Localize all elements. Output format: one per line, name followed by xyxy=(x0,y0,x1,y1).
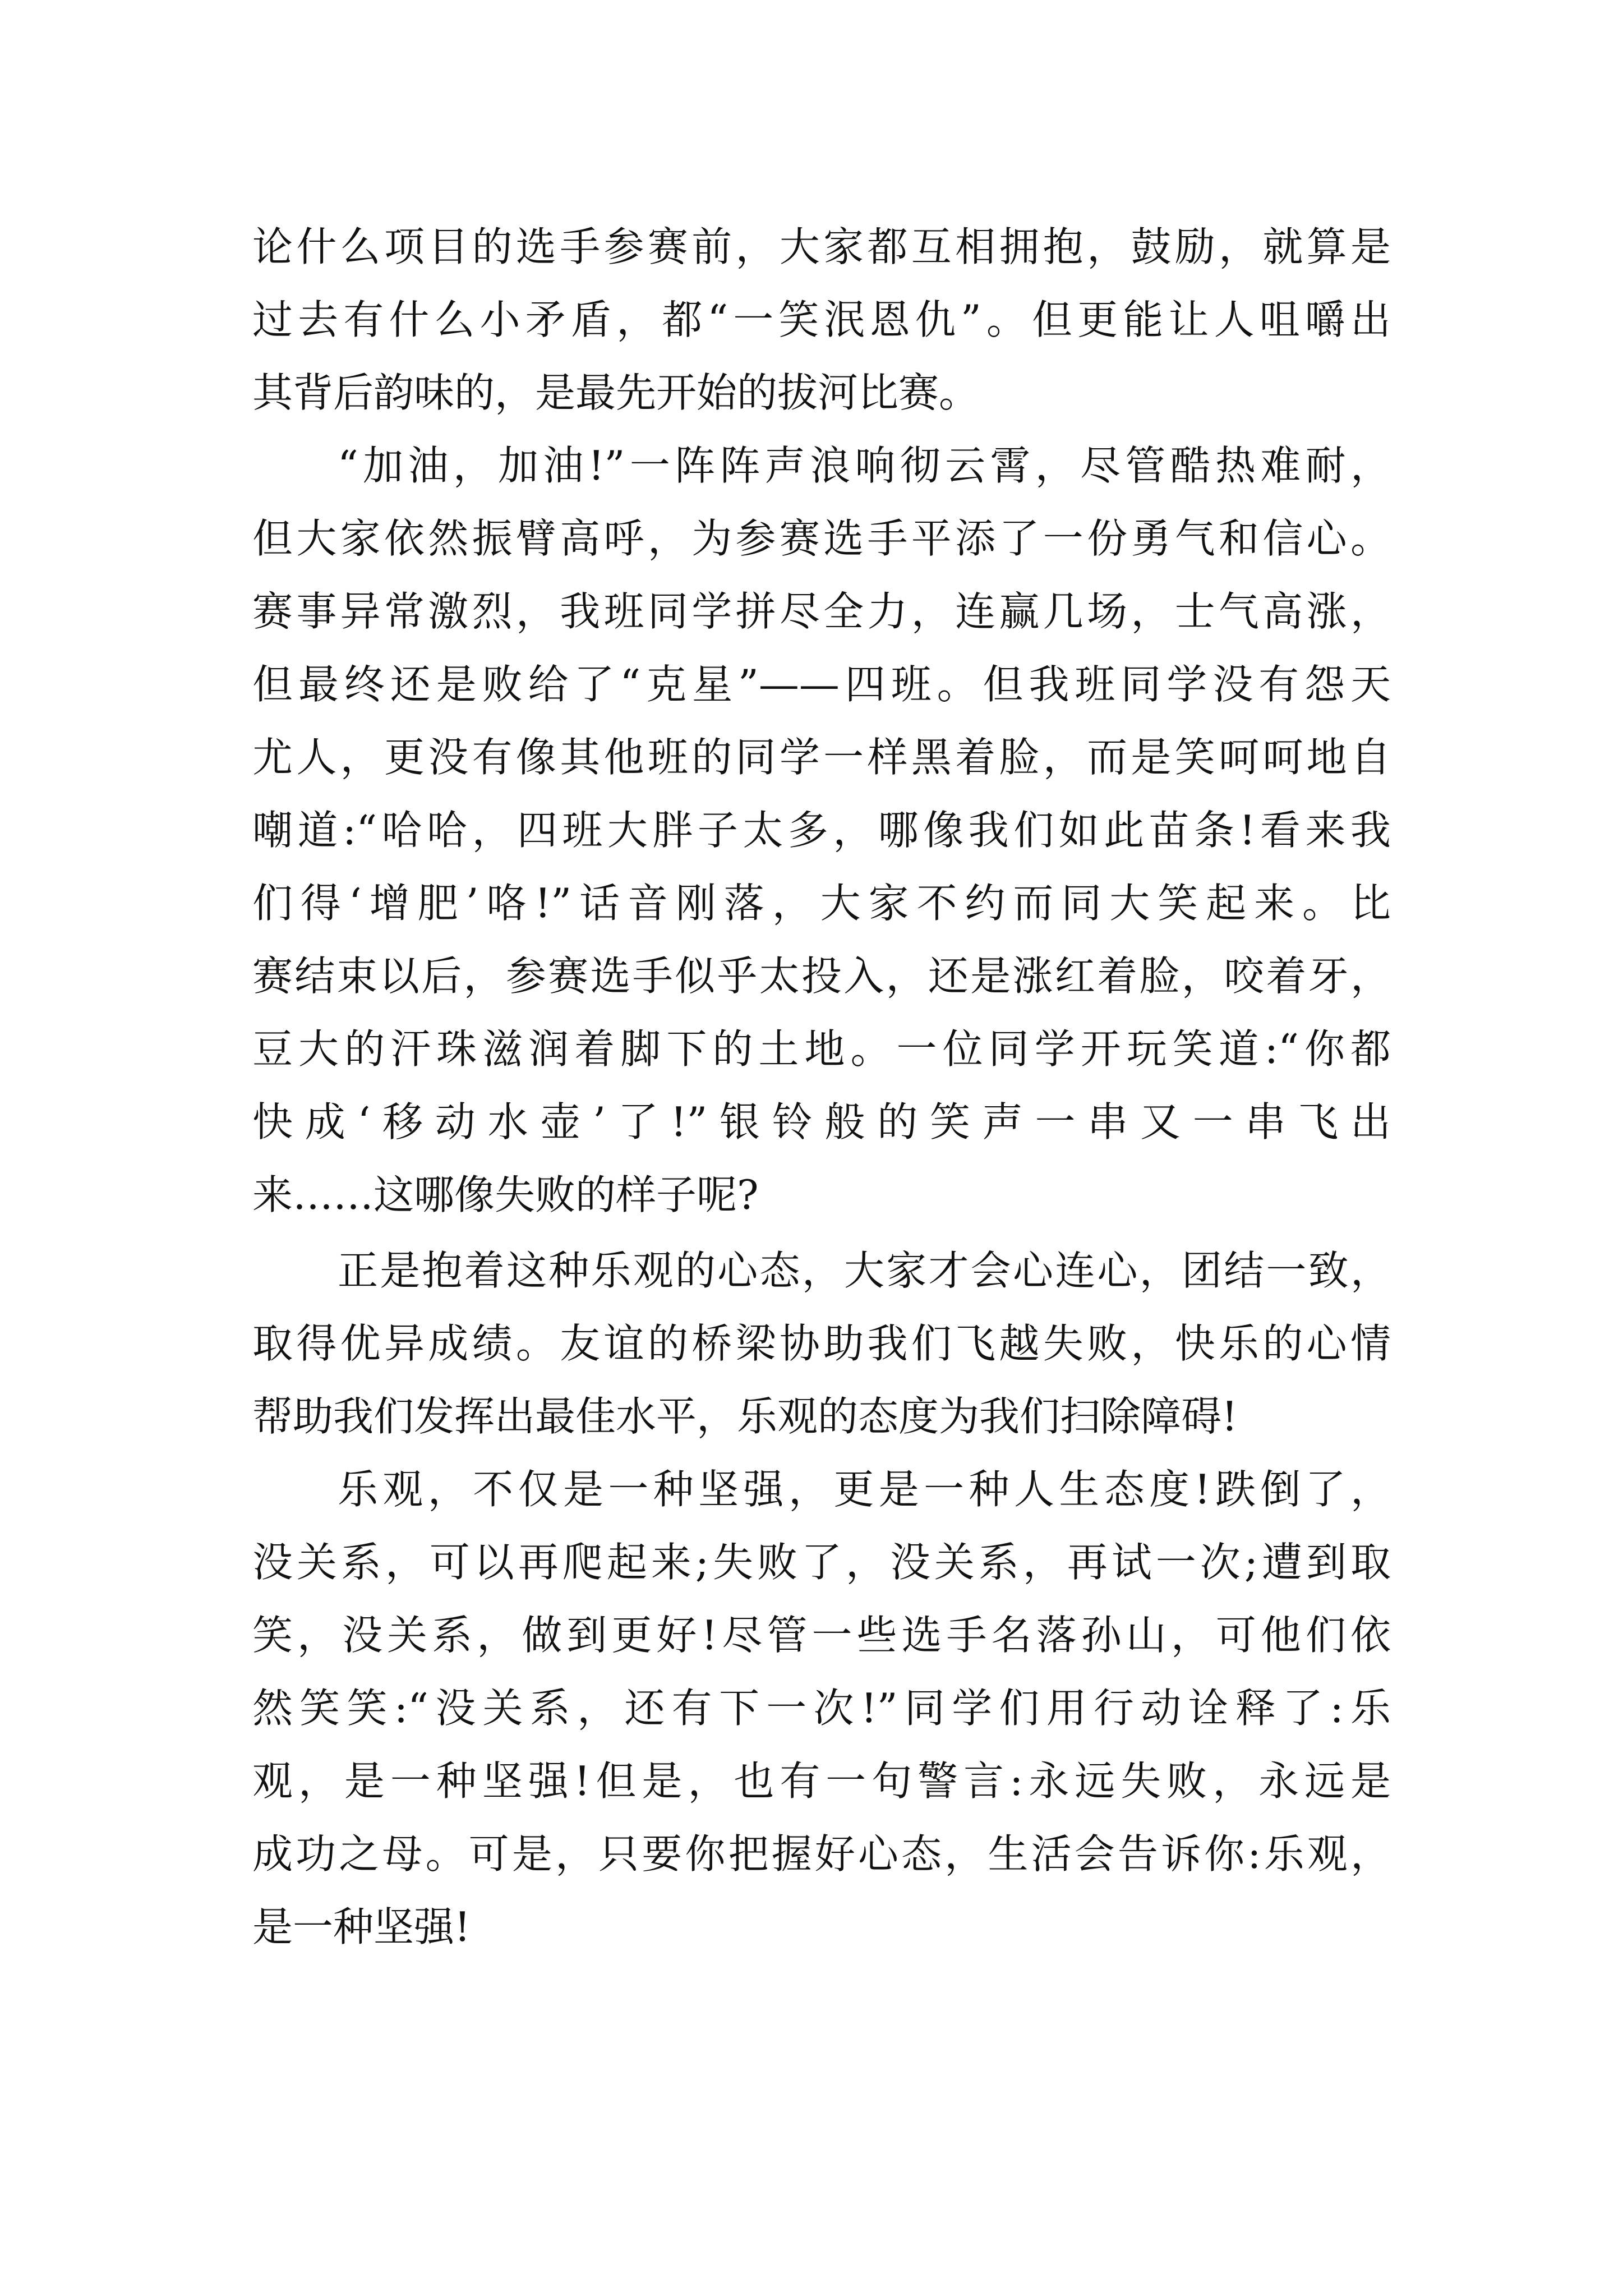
text-line: 论什么项目的选手参赛前，大家都互相拥抱，鼓励，就算是 xyxy=(252,223,1391,270)
text-line: 乐观，不仅是一种坚强，更是一种人生态度!跌倒了， xyxy=(338,1466,1391,1513)
text-line: 观，是一种坚强!但是，也有一句警言:永远失败，永远是 xyxy=(252,1757,1391,1805)
text-line: 们得‘增肥’咯!”话音刚落，大家不约而同大笑起来。比 xyxy=(252,880,1391,927)
text-line: 但最终还是败给了“克星”——四班。但我班同学没有怨天 xyxy=(252,661,1391,708)
text-line: 笑，没关系，做到更好!尽管一些选手名落孙山，可他们依 xyxy=(252,1612,1391,1659)
text-line: 过去有什么小矛盾，都“一笑泯恩仇”。但更能让人咀嚼出 xyxy=(252,296,1391,343)
text-line: 取得优异成绩。友谊的桥梁协助我们飞越失败，快乐的心情 xyxy=(252,1320,1391,1367)
text-line: 是一种坚强! xyxy=(252,1903,471,1950)
text-line: 快成‘移动水壶’了!”银铃般的笑声一串又一串飞出 xyxy=(252,1098,1391,1145)
text-line: “加油，加油!”一阵阵声浪响彻云霄，尽管酷热难耐， xyxy=(338,442,1391,489)
text-line: 来……这哪像失败的样子呢? xyxy=(252,1171,759,1218)
text-line: 赛事异常激烈，我班同学拼尽全力，连赢几场，士气高涨， xyxy=(252,588,1391,635)
text-line: 嘲道:“哈哈，四班大胖子太多，哪像我们如此苗条!看来我 xyxy=(252,807,1391,854)
text-line: 正是抱着这种乐观的心态，大家才会心连心，团结一致， xyxy=(338,1247,1391,1294)
text-line: 其背后韵味的，是最先开始的拔河比赛。 xyxy=(252,369,980,416)
text-line: 帮助我们发挥出最佳水平，乐观的态度为我们扫除障碍! xyxy=(252,1393,1238,1440)
text-line: 成功之母。可是，只要你把握好心态，生活会告诉你:乐观， xyxy=(252,1830,1391,1878)
text-line: 但大家依然振臂高呼，为参赛选手平添了一份勇气和信心。 xyxy=(252,515,1391,562)
text-line: 赛结束以后，参赛选手似乎太投入，还是涨红着脸，咬着牙， xyxy=(252,953,1391,1000)
text-line: 豆大的汗珠滋润着脚下的土地。一位同学开玩笑道:“你都 xyxy=(252,1025,1391,1073)
text-line: 没关系，可以再爬起来;失败了，没关系，再试一次;遭到取 xyxy=(252,1539,1391,1586)
text-line: 尤人，更没有像其他班的同学一样黑着脸，而是笑呵呵地自 xyxy=(252,734,1391,781)
text-line: 然笑笑:“没关系，还有下一次!”同学们用行动诠释了:乐 xyxy=(252,1685,1391,1732)
